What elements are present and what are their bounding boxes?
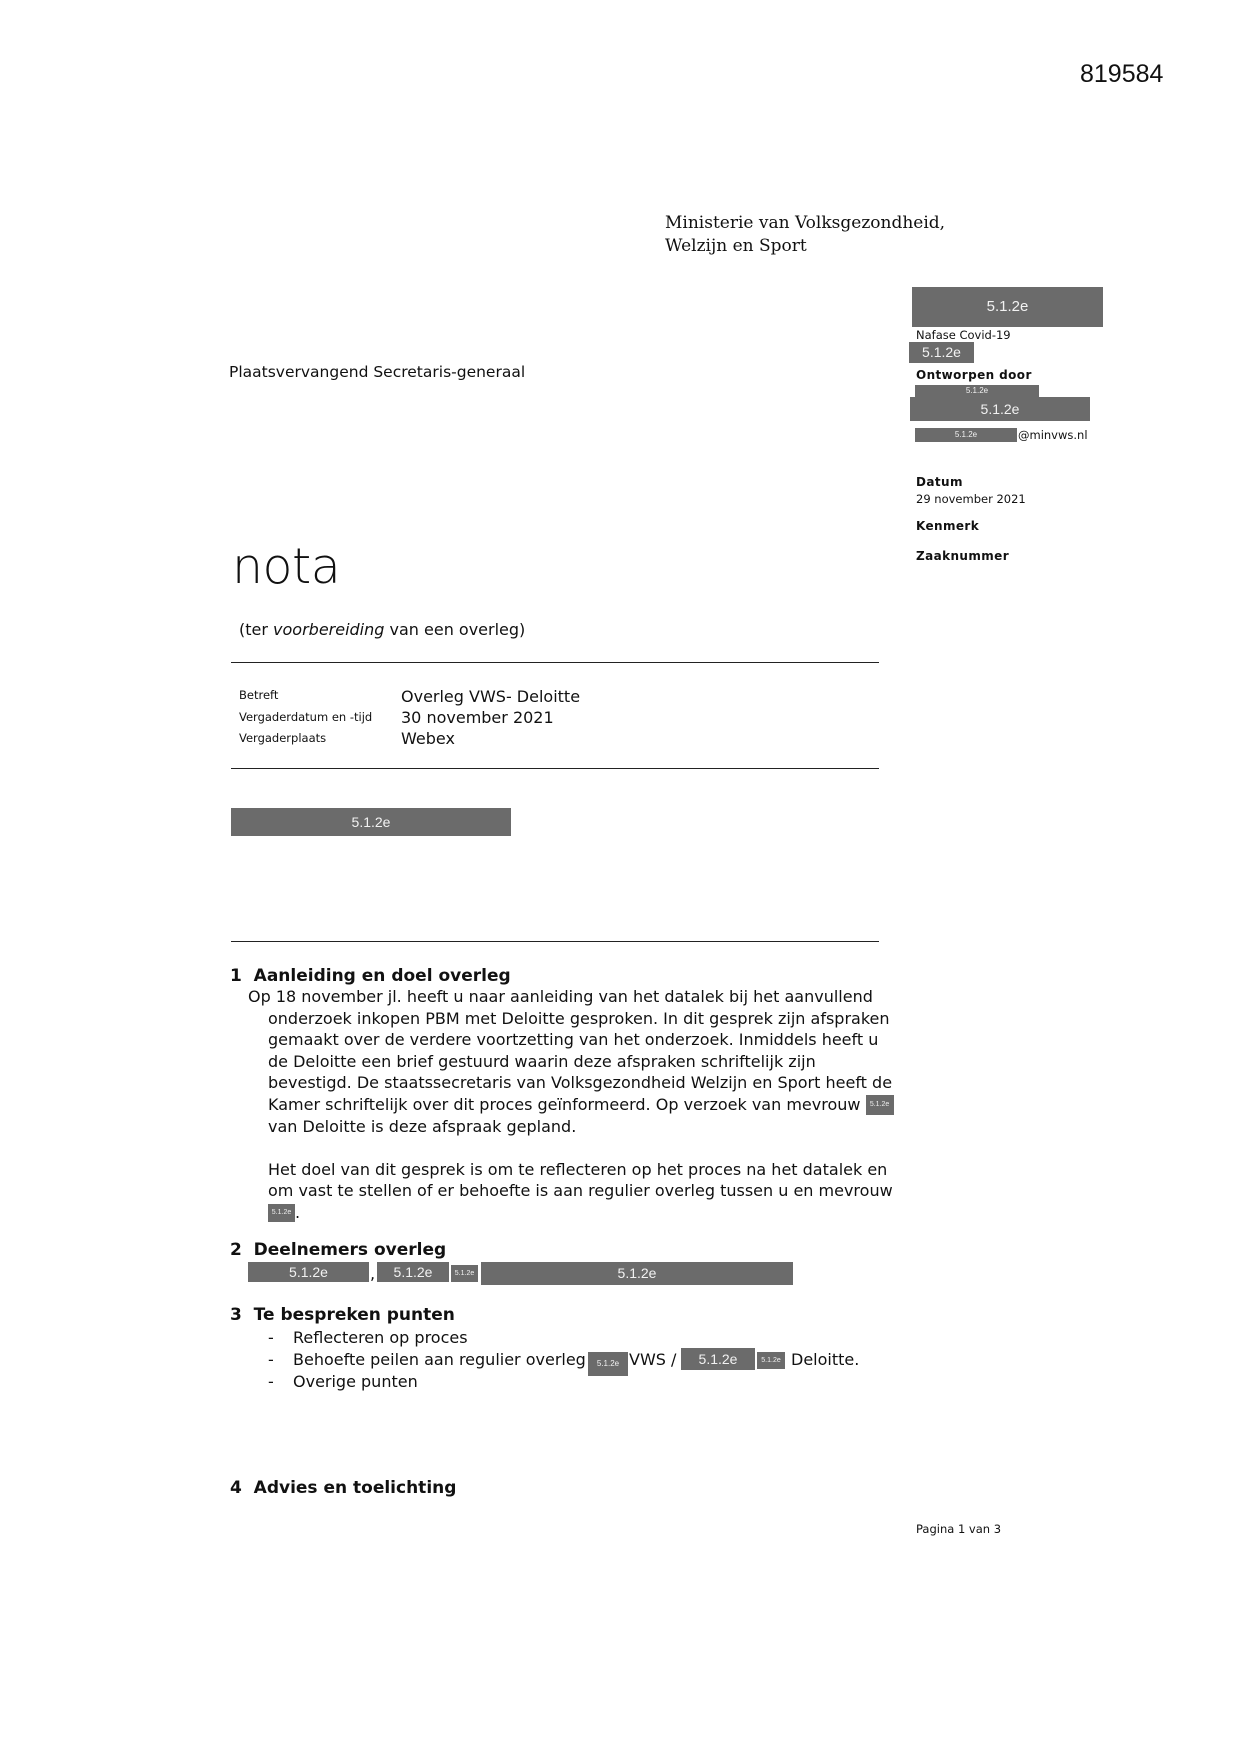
section1-line: bevestigd. De staatssecretaris van Volksgezondheid Welzijn en Sport heeft de [268,1073,893,1093]
sender: Plaatsvervangend Secretaris-generaal [229,363,526,381]
redaction-block: 5.1.2e [915,428,1017,442]
section1-line-wrap [248,1094,928,1116]
meta-meeting-place-label: Vergaderplaats [239,731,327,745]
section1-para2-line: Het doel van dit gesprek is om te reflecteren op het proces na het datalek en [268,1159,888,1179]
redaction-block: 5.1.2e [377,1262,449,1282]
sidebar-date-label: Datum [916,475,963,489]
redaction-block: 5.1.2e [909,342,974,363]
redaction-block: 5.1.2e [681,1348,755,1370]
subtitle-italic: voorbereiding [273,620,385,639]
section3-item2-start: Behoefte peilen aan regulier overleg [293,1350,586,1369]
section3-dash: - [268,1372,274,1391]
section3-dash: - [268,1328,274,1347]
section2-heading: 2 Deelnemers overleg [230,1240,447,1260]
section3-item2-mid: VWS / [629,1350,677,1369]
sidebar-date-value: 29 november 2021 [916,492,1026,506]
sidebar-case-label: Zaaknummer [916,549,1010,563]
section3-item1: Reflecteren op proces [293,1328,468,1347]
section1-para2-line: om vast te stellen of er behoefte is aan regulier overleg tussen u en mevrouw [268,1181,893,1201]
section1-body [248,986,928,1224]
redaction-inline: 5.1.2e [866,1095,894,1115]
section1-line: Op 18 november jl. heeft u naar aanleiding van het datalek bij het aanvullend [248,987,873,1006]
redaction-block: 5.1.2e [915,385,1039,397]
divider [231,662,879,663]
section4-heading: 4 Advies en toelichting [230,1478,457,1498]
redaction-block: 5.1.2e [481,1262,793,1285]
meta-subject-value: Overleg VWS- Deloitte [401,687,581,706]
redaction-block: 5.1.2e [910,397,1090,421]
section1-period: . [295,1202,301,1222]
redaction-inline: 5.1.2e [268,1204,295,1222]
spacer [248,1137,928,1159]
section1-line: onderzoek inkopen PBM met Deloitte gesproken. In dit gesprek zijn afspraken [268,1008,890,1028]
redaction-block: 5.1.2e [912,287,1103,327]
section3-item2-end: Deloitte. [791,1350,860,1369]
subtitle-open: (ter [239,620,274,639]
ministry-name [665,212,945,258]
sidebar-department: Nafase Covid-19 [916,328,1011,342]
section1-line: de Deloitte een brief gestuurd waarin deze afspraken schriftelijk zijn [268,1051,816,1071]
doc-type: nota [232,538,341,595]
ministry-line2: Welzijn en Sport [665,236,807,256]
redaction-block: 5.1.2e [248,1262,369,1282]
redaction-block: 5.1.2e [588,1352,628,1376]
section1-line: gemaakt over de verdere voortzetting van het onderzoek. Inmiddels heeft u [268,1030,879,1050]
sidebar-reference-label: Kenmerk [916,519,980,533]
section1-line: Kamer schriftelijk over dit proces geïnformeerd. Op verzoek van mevrouw [268,1094,861,1114]
page-footer: Pagina 1 van 3 [916,1522,1002,1536]
meta-meeting-date-value: 30 november 2021 [401,708,554,727]
sidebar-email-suffix: @minvws.nl [1018,428,1088,442]
meta-meeting-date-label: Vergaderdatum en -tijd [239,710,373,724]
section1-line: van Deloitte is deze afspraak gepland. [268,1116,577,1136]
section3-dash: - [268,1350,274,1369]
meta-meeting-place-value: Webex [401,729,455,748]
page-id: 819584 [1080,60,1164,88]
redaction-block: 5.1.2e [231,808,511,836]
meta-subject-label: Betreft [239,688,279,702]
section1-heading: 1 Aanleiding en doel overleg [230,966,511,986]
section1-para2-end [248,1202,928,1224]
redaction-block: 5.1.2e [451,1265,478,1282]
divider [231,768,879,769]
subtitle [239,620,525,639]
divider [231,941,879,942]
subtitle-rest: van een overleg) [384,620,526,639]
sidebar-drafted-by-label: Ontworpen door [916,368,1032,382]
section3-item3: Overige punten [293,1372,418,1391]
ministry-line1: Ministerie van Volksgezondheid, [665,213,946,233]
section3-heading: 3 Te bespreken punten [230,1305,455,1325]
redaction-block: 5.1.2e [757,1352,785,1369]
section2-comma: , [370,1264,376,1283]
